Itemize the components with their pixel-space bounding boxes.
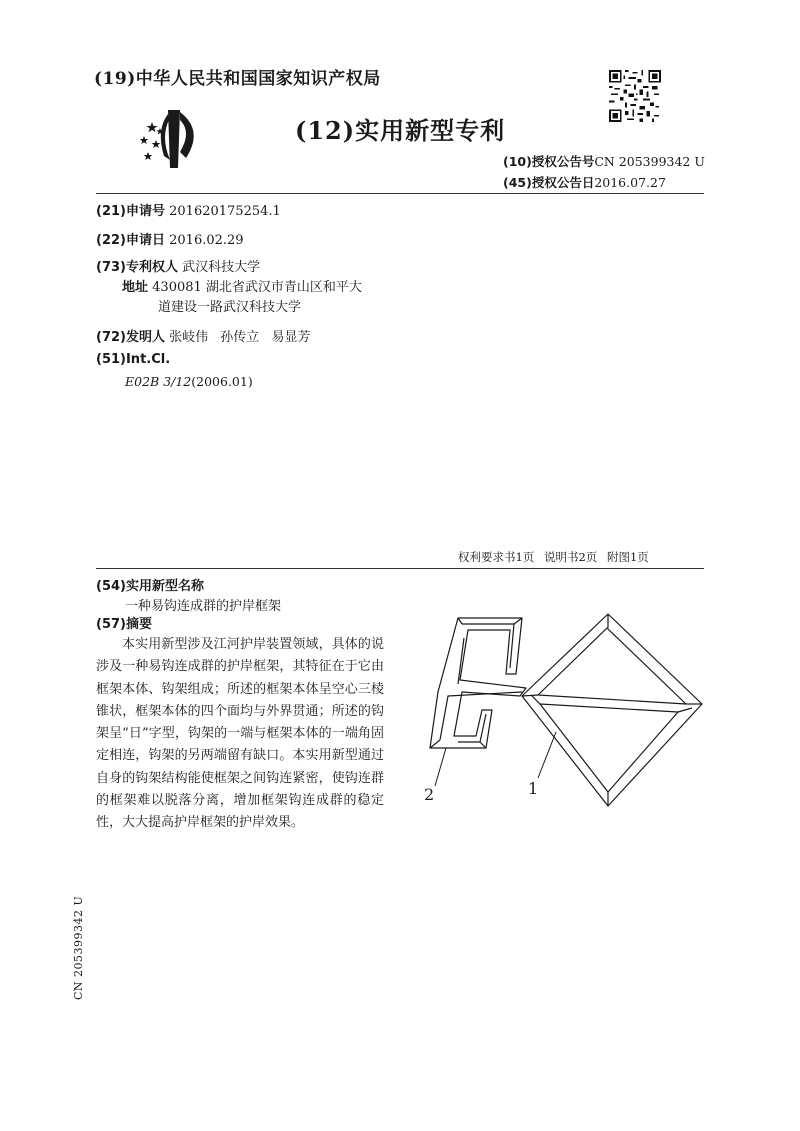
ipc-class: E02B 3/12 [125, 374, 192, 389]
ipc-label: (51)Int.Cl. [96, 352, 171, 367]
ipc-classification [125, 374, 253, 389]
description-pages: 说明书2页 [543, 550, 598, 564]
application-number-value: 201620175254.1 [169, 204, 281, 219]
address-line-2: 道建设一路武汉科技大学 [158, 300, 302, 315]
patentee [96, 256, 260, 275]
inventor-name: 孙传立 [220, 330, 260, 345]
inventor-name: 易显芳 [271, 330, 311, 345]
address-line-1: 430081 湖北省武汉市青山区和平大 [152, 280, 362, 295]
application-number-label: (21)申请号 [96, 204, 165, 219]
publication-date [503, 173, 666, 191]
hook-frame-drawing [430, 618, 526, 748]
publication-number-label: (10)授权公告号 [503, 154, 595, 169]
leader-line-hook [435, 748, 446, 786]
address-label: 地址 [122, 280, 149, 295]
filing-date-value: 2016.02.29 [169, 233, 244, 248]
abstract-label: (57)摘要 [96, 617, 152, 632]
filing-date [96, 229, 244, 248]
leader-line-frame [538, 732, 556, 778]
patentee-value: 武汉科技大学 [182, 260, 261, 275]
patentee-label: (73)专利权人 [96, 260, 178, 275]
address [122, 276, 362, 295]
publication-date-value: 2016.07.27 [594, 175, 666, 190]
inventor-name: 张岐伟 [169, 330, 209, 345]
publication-number [503, 152, 705, 170]
filing-date-label: (22)申请日 [96, 233, 165, 248]
publication-date-label: (45)授权公告日 [503, 175, 595, 190]
side-publication-number: CN 205399342 U [72, 895, 85, 1000]
header-rule [96, 193, 704, 194]
claims-pages: 权利要求书1页 [458, 550, 535, 564]
figure-drawing [410, 600, 710, 810]
drawings-pages: 附图1页 [606, 550, 649, 564]
document-type: (12)实用新型专利 [295, 116, 506, 145]
cnipa-logo-icon [134, 108, 204, 170]
title-label: (54)实用新型名称 [96, 579, 204, 594]
label-frame: 1 [528, 779, 539, 798]
section-rule [96, 568, 704, 569]
application-number [96, 200, 281, 219]
page-counts [458, 549, 649, 565]
ipc-version: (2006.01) [191, 374, 253, 389]
office-name: (19)中华人民共和国国家知识产权局 [94, 69, 381, 89]
publication-number-value: CN 205399342 U [594, 154, 705, 169]
label-hook: 2 [424, 785, 435, 804]
pyramid-frame-drawing [522, 614, 702, 806]
qr-code-icon [609, 70, 661, 122]
inventors [96, 326, 310, 345]
inventors-label: (72)发明人 [96, 330, 165, 345]
utility-model-title: 一种易钩连成群的护岸框架 [125, 599, 282, 614]
abstract-text: 本实用新型涉及江河护岸装置领域，具体的说涉及一种易钩连成群的护岸框架，其特征在于它由框架本体、钩架组成；所述的框架本体呈空心三棱锥状，框架本体的四个面均与外界贯通；所述的钩架呈“日”字型，钩架的一端与框架本体的一端角固定相连，钩架的另两端留有缺口。本实用新型通过自身的钩架结构能使框架之间钩连紧密，使钩连群的框架难以脱落分离，增加框架钩连成群的稳定性，大大提高护岸框架的护岸效果。 [96, 637, 384, 831]
